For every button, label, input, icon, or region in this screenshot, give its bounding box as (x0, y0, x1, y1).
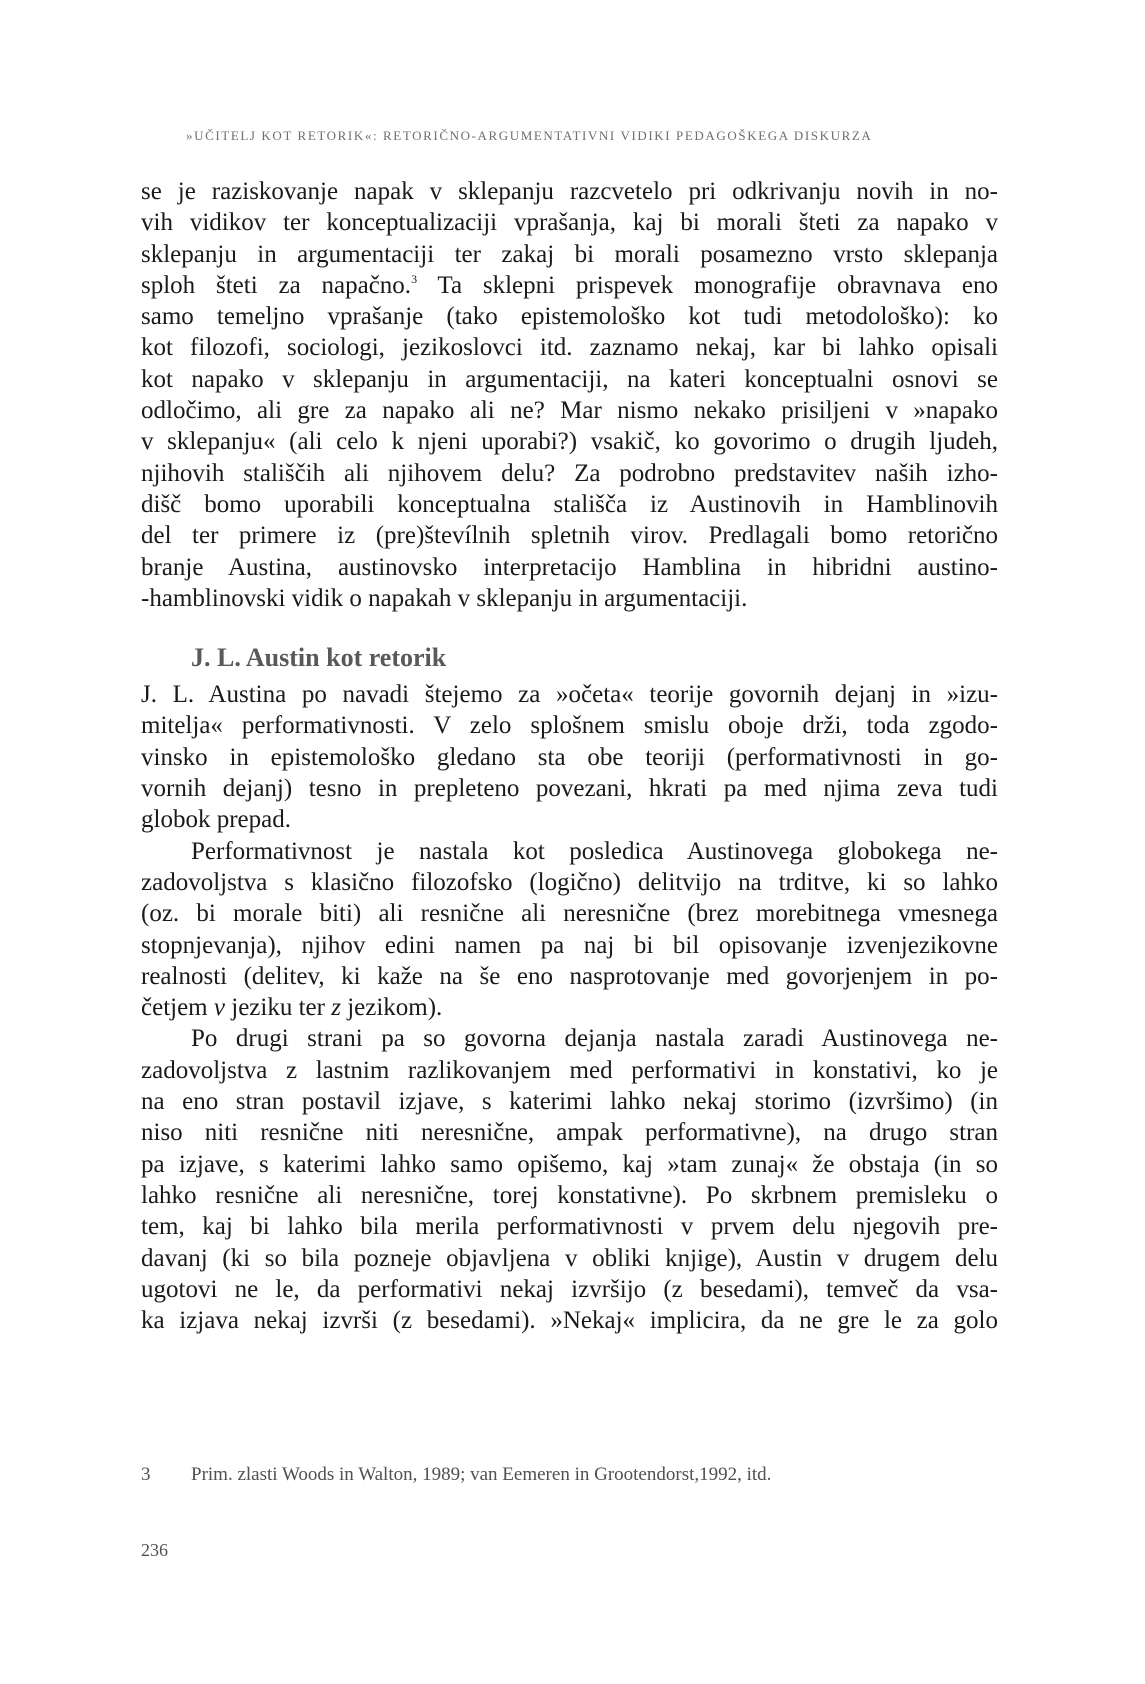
text-line: branje Austina, austinovsko interpretacijo Hamblina in hibridni austino- (141, 553, 998, 581)
footnote (141, 1464, 998, 1486)
text-line: dišč bomo uporabili konceptualna stališča iz Austinovih in Hamblinovih (141, 490, 998, 518)
text-line: realnosti (delitev, ki kaže na še eno nasprotovanje med govorjenjem in po- (141, 962, 998, 990)
section-heading: J. L. Austin kot retorik (191, 643, 447, 673)
text-segment: jezikom). (340, 994, 443, 1022)
text-line: ka izjava nekaj izvrši (z besedami). »Nekaj« implicira, da ne gre le za golo (141, 1307, 998, 1335)
running-header: »UČITELJ KOT RETORIK«: RETORIČNO-ARGUMENTATIVNI VIDIKI PEDAGOŠKEGA DISKURZA (186, 128, 873, 143)
text-line: ugotovi ne le, da performativi nekaj izvršijo (z besedami), temveč da vsa- (141, 1275, 998, 1303)
text-line: mitelja« performativnosti. V zelo splošnem smislu oboje drži, toda zgodo- (141, 712, 998, 740)
paragraph-intro (141, 176, 998, 614)
text-line: odločimo, ali gre za napako ali ne? Mar nismo nekako prisiljeni v »napako (141, 397, 998, 425)
body-text (141, 176, 998, 1336)
text-line: sklepanju in argumentaciji ter zakaj bi morali posamezno vrsto sklepanja (141, 240, 998, 268)
page-number: 236 (141, 1540, 168, 1560)
text-segment: jeziku ter (225, 994, 332, 1022)
text-line: (oz. bi morale biti) ali resnične ali neresnične (brez morebitnega vmesnega (141, 900, 998, 928)
text-line: njihovih stališčih ali njihovem delu? Za podrobno predstavitev naših izho- (141, 459, 998, 487)
footnote-number: 3 (141, 1464, 151, 1485)
text-line: globok prepad. (141, 806, 291, 834)
footnote-text: Prim. zlasti Woods in Walton, 1989; van Eemeren in Grootendorst,1992, itd. (191, 1464, 772, 1485)
text-line: Po drugi strani pa so govorna dejanja nastala zaradi Austinovega ne- (191, 1025, 998, 1053)
text-line: del ter primere iz (pre)števílnih spletnih virov. Predlagali bomo retorično (141, 522, 998, 550)
text-line: Performativnost je nastala kot posledica Austinovega globokega ne- (191, 837, 998, 865)
text-line: v sklepanju« (ali celo k njeni uporabi?) vsakič, ko govorimo o drugih ljudeh, (141, 428, 998, 456)
paragraph-performativity (141, 836, 998, 1024)
text-line: -hamblinovski vidik o napakah v sklepanju in argumentaciji. (141, 584, 748, 612)
text-segment: Ta sklepni prispevek monografije obravnava eno (417, 271, 998, 299)
text-line: J. L. Austina po navadi štejemo za »očeta« teorije govornih dejanj in »izu- (141, 681, 998, 709)
text-line: stopnjevanja), njihov edini namen pa naj bi bil opisovanje izvenjezikovne (141, 931, 998, 959)
text-line: vinsko in epistemološko gledano sta obe teoriji (performativnosti in go- (141, 743, 998, 771)
text-line: zadovoljstva z lastnim razlikovanjem med performativi in konstativi, ko je (141, 1056, 998, 1084)
text-line: davanj (ki so bila pozneje objavljena v obliki knjige), Austin v drugem delu (141, 1244, 998, 1272)
italic-term: z (331, 994, 341, 1022)
text-segment: četjem (141, 994, 214, 1022)
text-line: na eno stran postavil izjave, s katerimi lahko nekaj storimo (izvršimo) (in (141, 1088, 998, 1116)
footnote-reference[interactable]: 3 (411, 271, 418, 286)
italic-term: v (213, 994, 225, 1022)
text-segment: sploh šteti za napačno. (141, 271, 412, 299)
text-line: kot napako v sklepanju in argumentaciji, na kateri konceptualni osnovi se (141, 365, 998, 393)
paragraph-austin-intro (141, 679, 998, 835)
text-line: kot filozofi, sociologi, jezikoslovci itd. zaznamo nekaj, kar bi lahko opisali (141, 334, 998, 362)
text-line: lahko resnične ali neresnične, torej konstativne). Po skrbnem premisleku o (141, 1181, 998, 1209)
paragraph-speech-acts (141, 1023, 998, 1336)
text-line: vih vidikov ter konceptualizaciji vprašanja, kaj bi morali šteti za napako v (141, 209, 998, 237)
text-line (141, 270, 998, 301)
text-line: samo temeljno vprašanje (tako epistemološko kot tudi metodološko): ko (141, 303, 998, 331)
text-line: vornih dejanj) tesno in prepleteno povezani, hkrati pa med njima zeva tudi (141, 775, 998, 803)
text-line (141, 992, 998, 1023)
text-line: zadovoljstva s klasično filozofsko (logično) delitvijo na trditve, ki so lahko (141, 868, 998, 896)
text-line: tem, kaj bi lahko bila merila performativnosti v prvem delu njegovih pre- (141, 1213, 998, 1241)
text-line: niso niti resnične niti neresnične, ampak performativne), na drugo stran (141, 1119, 998, 1147)
text-line: pa izjave, s katerimi lahko samo opišemo, kaj »tam zunaj« že obstaja (in so (141, 1150, 998, 1178)
text-line: se je raziskovanje napak v sklepanju razcvetelo pri odkrivanju novih in no- (141, 178, 998, 205)
